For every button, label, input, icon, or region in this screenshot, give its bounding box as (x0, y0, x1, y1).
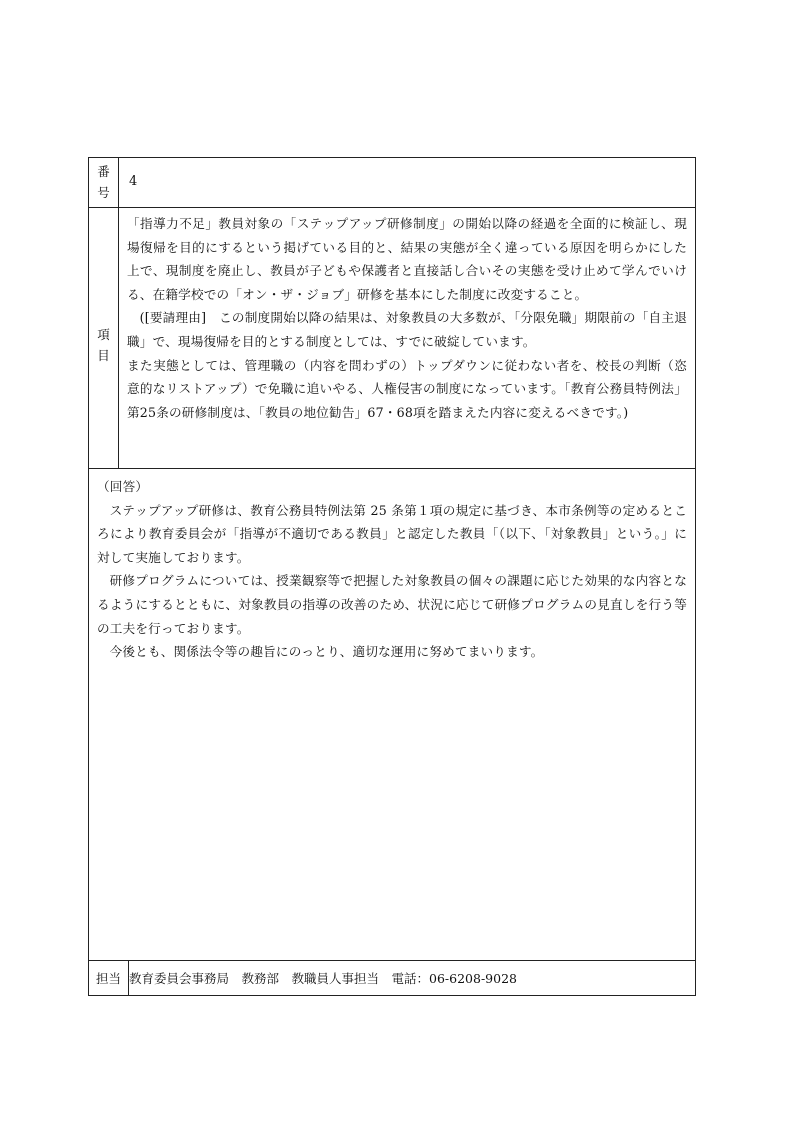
answer-paragraph-2: 研修プログラムについては、授業観察等で把握した対象教員の個々の課題に応じた効果的な内容となるようにするとともに、対象教員の指導の改善のため、状況に応じて研修プログラムの見直しを行う等の工夫を行っております。 (97, 573, 687, 636)
item-label (89, 208, 119, 469)
item-label-char-1: 項 (97, 327, 110, 342)
contact-label: 担当 (89, 961, 129, 996)
number-label-char-1: 番 (97, 164, 110, 179)
answer-row (89, 469, 696, 961)
item-row (89, 208, 696, 469)
item-paragraph-reason: ([要請理由] この制度開始以降の結果は、対象教員の大多数が、「分限免職」期限前の「自主退職」で、現場復帰を目的とする制度としては、すでに破綻しています。 (127, 310, 687, 349)
number-value-cell (119, 158, 696, 208)
number-row (89, 158, 696, 208)
answer-cell (89, 469, 696, 961)
answer-paragraph-1: ステップアップ研修は、教育公務員特例法第 25 条第１項の規定に基づき、本市条例等の定めるところにより教育委員会が「指導が不適切である教員」と認定した教員「（以下、「対象教員」という。」に対して実施しております。 (97, 502, 687, 565)
item-content-cell (119, 208, 696, 469)
answer-heading: （回答） (97, 479, 149, 494)
item-label-char-2: 目 (97, 348, 110, 363)
number-label-char-2: 号 (97, 185, 110, 200)
item-paragraph-reason-continued: また実態としては、管理職の（内容を問わずの）トップダウンに従わない者を、校長の判断（恣意的なリストアップ）で免職に追いやる、人権侵害の制度になっています。「教育公務員特例法」第25条の研修制度は、「教員の地位勧告」67・68項を踏まえた内容に変えるべきです。) (127, 357, 687, 420)
number-label (89, 158, 119, 208)
contact-row (89, 961, 696, 996)
answer-paragraph-3: 今後とも、関係法令等の趣旨にのっとり、適切な運用に努めてまいります。 (109, 644, 544, 660)
request-table (88, 157, 696, 996)
number-value: 4 (129, 174, 138, 189)
contact-text: 教育委員会事務局 教務部 教職員人事担当 電話：06-6208-9028 (129, 961, 696, 996)
item-paragraph-request: 「指導力不足」教員対象の「ステップアップ研修制度」の開始以降の経過を全面的に検証し、現場復帰を目的にするという掲げている目的と、結果の実態が全く違っている原因を明らかにした上で、現制度を廃止し、教員が子どもや保護者と直接話し合いその実態を受け止めて学んでいける、在籍学校での「オン・ザ・ジョブ」研修を基本にした制度に改変すること。 (127, 216, 687, 302)
